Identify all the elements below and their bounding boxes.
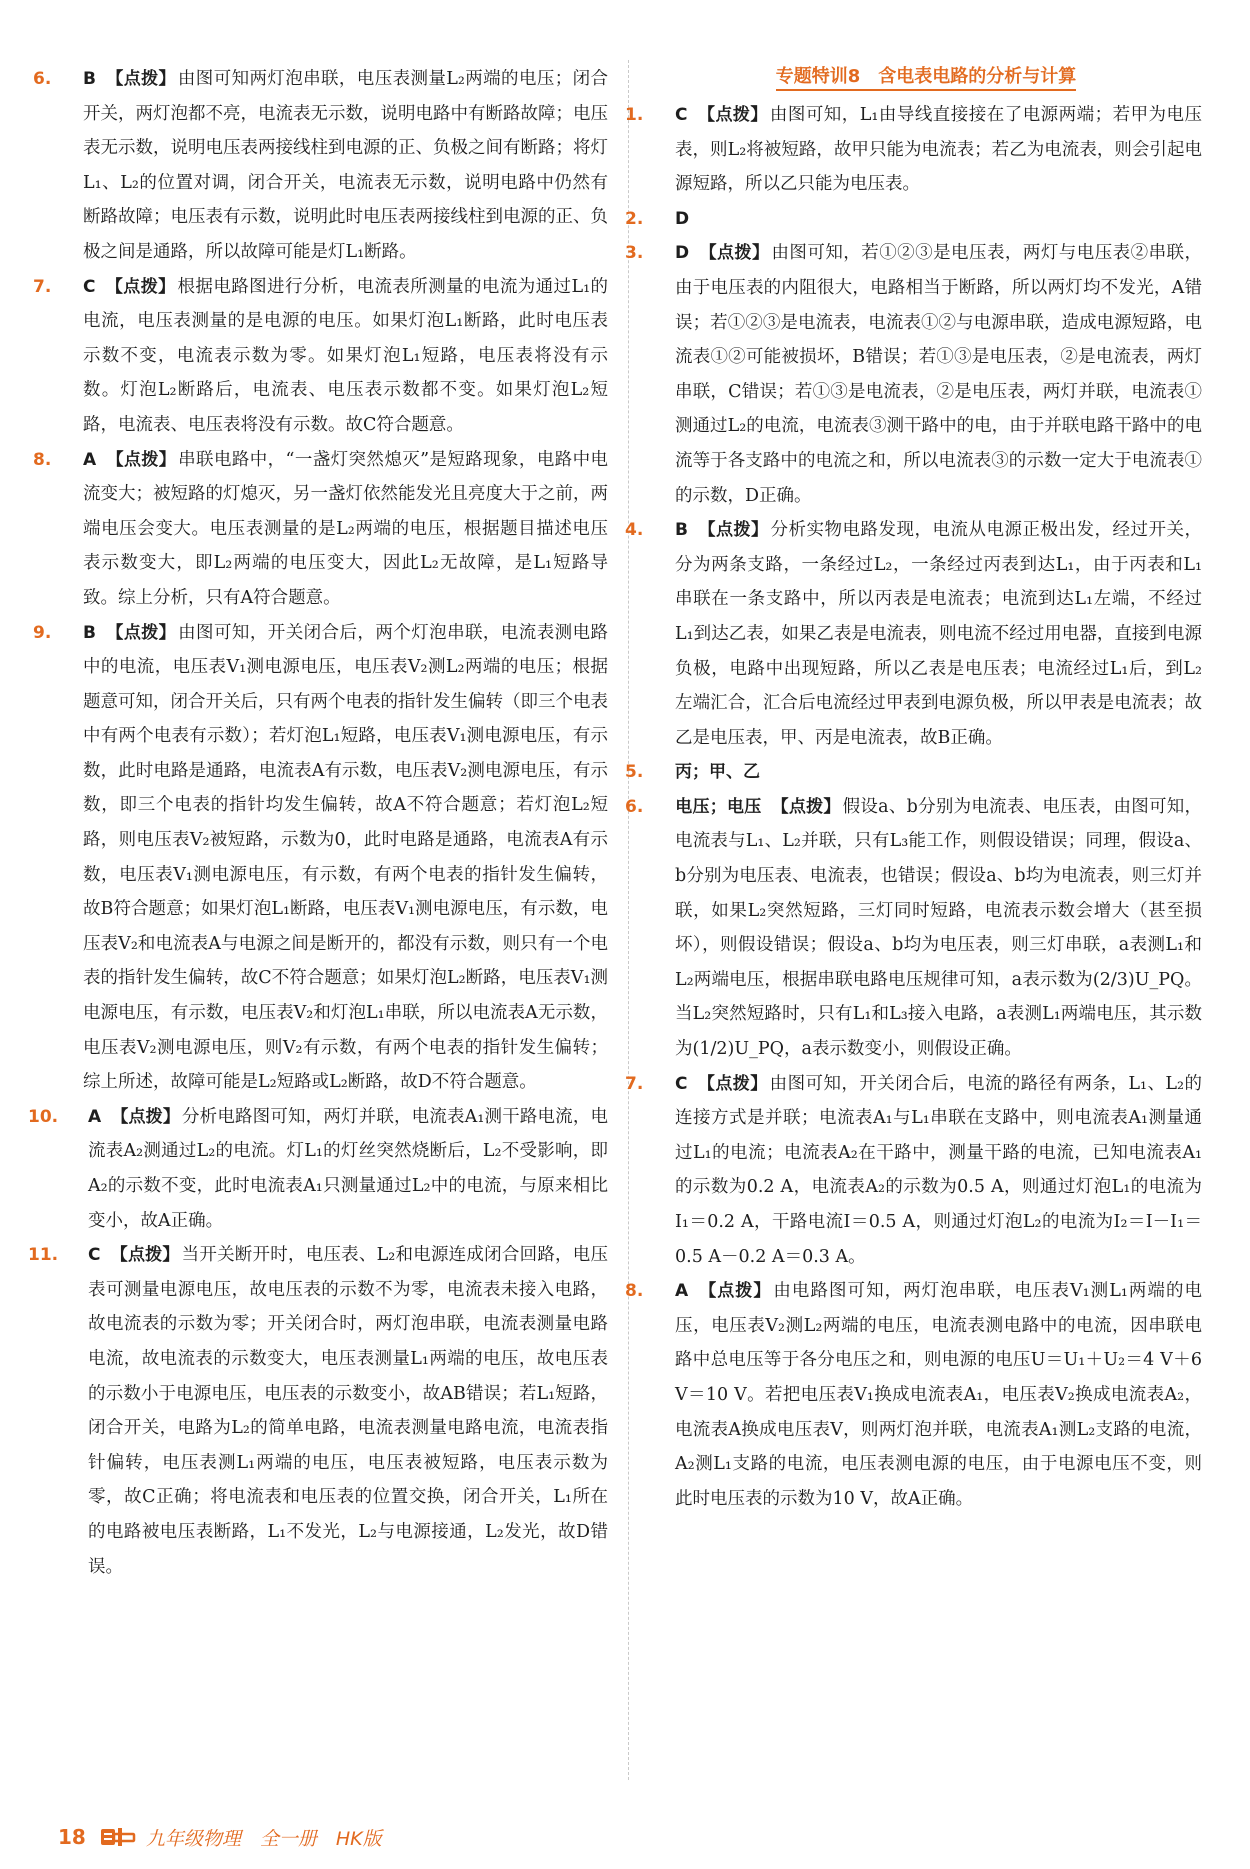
question-number: 2. [625,208,644,229]
hint-tag: 【点拨】 [697,1073,768,1094]
answer-item-r5 [625,755,1202,790]
answer-choice: C [675,105,688,125]
answer-item-6 [33,62,609,270]
book-info: 九年级物理 全一册 HK版 [145,1827,382,1850]
explanation-text: 分析实物电路发现，电流从电源正极出发，经过开关，分为两条支路，一条经过L₂，一条经过丙表到达L₁，由于丙表和L₁串联在一条支路中，所以丙表是电流表；电流到达L₁左端，不经过L₁到达乙表，如果乙表是电流表，则电流不经过用电器，直接到电源负极，电路中出现短路，所以乙表是电压表；电流经过L₁后，到L₂左端汇合，汇合后电流经过甲表到电源负极，所以甲表是电流表；故乙是电压表，甲、丙是电流表，故B正确。 [675,520,1203,748]
question-number: 11. [28,1245,59,1266]
column-divider [628,60,629,1780]
hint-tag: 【点拨】 [699,243,770,264]
answer-item-10 [28,1100,609,1238]
answer-item-r8 [625,1274,1203,1516]
answer-choice: B [83,622,96,643]
hint-tag: 【点拨】 [697,105,768,125]
question-number: 1. [625,105,644,125]
hint-tag: 【点拨】 [697,520,769,541]
question-number: 7. [625,1073,644,1094]
explanation-text: 串联电路中，“一盏灯突然熄灭”是短路现象，电路中电流变大；被短路的灯熄灭，另一盏灯依然能发光且亮度大于之前，两端电压会变大。电压表测量的是L₂两端的电压，根据题目描述电压表示数变大，即L₂两端的电压变大，因此L₂无故障，是L₁短路导致。综上分析，只有A符合题意。 [83,449,609,608]
section-title [650,62,1202,92]
question-number: 8. [33,449,52,470]
answer-choice: A [88,1106,102,1127]
answer-choice: C [88,1245,101,1266]
hint-tag: 【点拨】 [106,449,177,470]
explanation-text: 假设a、b分别为电流表、电压表，由图可知，电流表与L₁、L₂并联，只有L₃能工作，则假设错误；同理，假设a、b分别为电压表、电流表，也错误；假设a、b均为电流表，则三灯并联，如果L₂突然短路，三灯同时短路，电流表示数会增大（甚至损坏），则假设错误；假设a、b均为电压表，则三灯串联，a表测L₁和L₂两端电压，根据串联电路电压规律可知，a表示数为(2/3)U_PQ。当L₂突然短路时，只有L₁和L₃接入电路，a表测L₁两端电压，其示数为(1/2)U_PQ，a表示数变小，则假设正确。 [675,796,1203,1060]
left-column [28,62,609,1584]
explanation-text: 当开关断开时，电压表、L₂和电源连成闭合回路，电压表可测量电源电压，故电压表的示数不为零，电流表未接入电路，故电流表的示数为零；开关闭合时，两灯泡串联，电流表测量电路电流，故电流表的示数变大，电压表测量L₁两端的电压，故电压表的示数小于电源电压，电压表的示数变小，故AB错误；若L₁短路，闭合开关，电路为L₂的简单电路，电流表测量电路电流，电流表指针偏转，电压表测L₁两端的电压，电压表被短路，电压表示数为零，故C正确；将电流表和电压表的位置交换，闭合开关，L₁所在的电路被电压表断路，L₁不发光，L₂与电源接通，L₂发光，故D错误。 [88,1245,608,1577]
page-number: 18 [58,1825,86,1849]
hint-tag: 【点拨】 [105,622,177,643]
answer-item-7 [33,270,608,443]
hint-tag: 【点拨】 [698,1281,772,1302]
answer-item-11 [28,1238,608,1584]
answer-choice: C [83,276,96,297]
answer-choice: D [675,243,690,264]
answer-item-r6 [625,790,1203,1067]
brand-logo-icon [100,1826,136,1848]
question-number: 3. [625,243,644,264]
answer-item-r2 [625,202,1202,237]
answer-item-8 [33,443,609,616]
question-number: 8. [625,1281,644,1302]
question-number: 6. [625,796,644,817]
section-title-text: 专题特训8 含电表电路的分析与计算 [776,66,1077,91]
answer-choice: 电压；电压 [675,796,762,817]
question-number: 5. [625,762,644,783]
explanation-text: 由电路图可知，两灯泡串联，电压表V₁测L₁两端的电压，电压表V₂测L₂两端的电压，电流表测电路中的电流，因串联电路中总电压等于各分电压之和，则电源的电压U＝U₁＋U₂＝4 V＋6 V＝10 V。若把电压表V₁换成电流表A₁，电压表V₂换成电流表A₂，电流表A换成电压表V，则两灯泡并联，电流表A₁测L₂支路的电流，A₂测L₁支路的电流，电压表测电源的电压，由于电源电压不变，则此时电压表的示数为10 V，故A正确。 [675,1281,1203,1509]
hint-tag: 【点拨】 [111,1106,181,1127]
answer-item-r4 [625,513,1203,755]
hint-tag: 【点拨】 [105,276,176,297]
question-number: 10. [28,1106,59,1127]
answer-choice: C [675,1073,688,1094]
answer-choice: D [675,208,690,229]
question-number: 7. [33,276,52,297]
explanation-text: 由图可知，开关闭合后，电流的路径有两条，L₁、L₂的连接方式是并联；电流表A₁与L₁串联在支路中，则电流表A₁测量通过L₁的电流；电流表A₂在干路中，测量干路的电流，已知电流表A₁的示数为0.2 A，电流表A₂的示数为0.5 A，则通过灯泡L₁的电流为I₁＝0.2 A，干路电流I＝0.5 A，则通过灯泡L₂的电流为I₂＝I－I₁＝0.5 A－0.2 A＝0.3 A。 [675,1073,1202,1267]
answer-choice: A [83,449,97,470]
answer-choice: A [675,1281,689,1302]
answer-item-r7 [625,1067,1202,1275]
explanation-text: 分析电路图可知，两灯并联，电流表A₁测干路电流，电流表A₂测通过L₂的电流。灯L₁的灯丝突然烧断后，L₂不受影响，即A₂的示数不变，此时电流表A₁只测量通过L₂中的电流，与原来相比变小，故A正确。 [88,1106,609,1231]
answer-choice: B [83,69,96,89]
answer-item-9 [33,616,609,1100]
answer-choice: 丙；甲、乙 [675,762,760,783]
explanation-text: 由图可知，开关闭合后，两个灯泡串联，电流表测电路中的电流，电压表V₁测电源电压，电压表V₂测L₂两端的电压；根据题意可知，闭合开关后，只有两个电表的指针发生偏转（即三个电表中有两个电表有示数）；若灯泡L₁短路，电压表V₁测电源电压，有示数，此时电路是通路，电流表A有示数，电压表V₂测电源电压，有示数，即三个电表的指针均发生偏转，故A不符合题意；若灯泡L₂短路，则电压表V₂被短路，示数为0，此时电路是通路，电流表A有示数，电压表V₁测电源电压，有示数，有两个电表的指针发生偏转，故B符合题意；如果灯泡L₁断路，电压表V₁测电源电压，有示数，电压表V₂和电流表A与电源之间是断开的，都没有示数，则只有一个电表的指针发生偏转，故C不符合题意；如果灯泡L₂断路，电压表V₁测电源电压，有示数，电压表V₂和灯泡L₁串联，所以电流表A无示数，电压表V₂测电源电压，则V₂有示数，有两个电表的指针发生偏转；综上所述，故障可能是L₂短路或L₂断路，故D不符合题意。 [83,622,609,1093]
hint-tag: 【点拨】 [105,69,176,89]
page-footer [58,1822,382,1852]
question-number: 9. [33,622,52,643]
explanation-text: 由图可知，若①②③是电压表，两灯与电压表②串联，由于电压表的内阻很大，电路相当于断路，所以两灯均不发光，A错误；若①②③是电流表，电流表①②与电源串联，造成电源短路，电流表①②可能被损坏，B错误；若①③是电压表，②是电流表，两灯串联，C错误；若①③是电流表，②是电压表，两灯并联，电流表①测通过L₂的电流，电流表③测干路中的电，由于并联电路干路中的电流等于各支路中的电流之和，所以电流表③的示数一定大于电流表①的示数，D正确。 [675,243,1203,506]
right-column [625,62,1203,1516]
hint-tag: 【点拨】 [110,1245,180,1266]
answer-choice: B [675,520,688,541]
explanation-text: 由图可知两灯泡串联，电压表测量L₂两端的电压；闭合开关，两灯泡都不亮，电流表无示数，说明电路中有断路故障；电压表无示数，说明电压表两接线柱到电源的正、负极之间有断路；将灯L₁、L₂的位置对调，闭合开关，电流表无示数，说明电路中仍然有断路故障；电压表有示数，说明此时电压表两接线柱到电源的正、负极之间是通路，所以故障可能是灯L₁断路。 [83,69,609,262]
answer-item-r3 [625,236,1203,513]
hint-tag: 【点拨】 [771,796,841,817]
question-number: 4. [625,520,644,541]
question-number: 6. [33,69,52,89]
explanation-text: 根据电路图进行分析，电流表所测量的电流为通过L₁的电流，电压表测量的是电源的电压。如果灯泡L₁断路，此时电压表示数不变，电流表示数为零。如果灯泡L₁短路，电压表将没有示数。灯泡L₂断路后，电流表、电压表示数都不变。如果灯泡L₂短路，电流表、电压表将没有示数。故C符合题意。 [83,276,608,435]
answer-item-r1 [625,98,1202,202]
explanation-text: 由图可知，L₁由导线直接接在了电源两端；若甲为电压表，则L₂将被短路，故甲只能为电流表；若乙为电流表，则会引起电源短路，所以乙只能为电压表。 [675,105,1202,195]
